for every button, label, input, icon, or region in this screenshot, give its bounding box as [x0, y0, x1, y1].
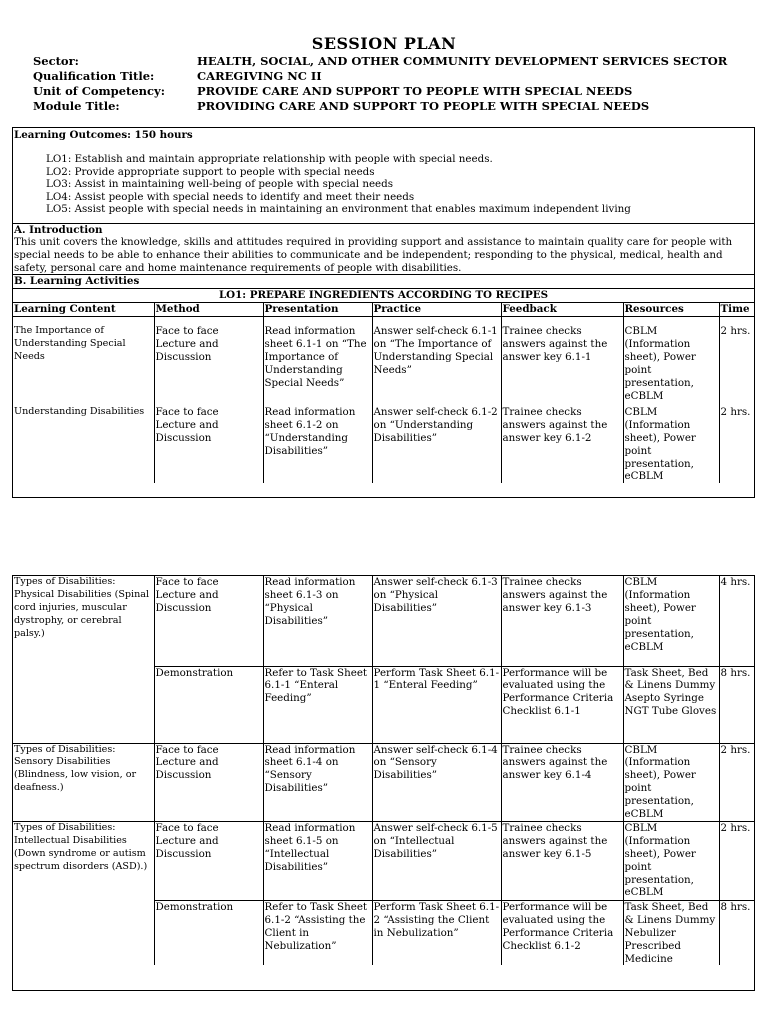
meta-label: Qualification Title: — [33, 69, 155, 83]
column-header: Learning Content — [13, 303, 154, 317]
cell-time: 2 hrs. — [719, 821, 754, 900]
introduction-text: This unit covers the knowledge, skills and attitudes required in providing support and assistance to maintain quality care for people with special needs to be able to enhance their abilities to communicate and be independent; responding to the physical, medical, health and safety, personal care and home maintenance requirements of people with disabilities. — [13, 236, 754, 275]
column-header: Presentation — [263, 303, 372, 317]
meta-value: CAREGIVING NC II — [197, 69, 322, 83]
learning-outcome-item: LO2: Provide appropriate support to people with special needs — [46, 165, 375, 178]
cell-feedback: Trainee checks answers against the answer key 6.1-4 — [501, 743, 623, 821]
cell-content: Types of Disabilities: Intellectual Disabilities (Down syndrome or autism spectrum disorders (ASD).) — [13, 821, 154, 900]
cell-time: 8 hrs. — [719, 666, 754, 743]
cell-content — [13, 666, 154, 743]
session-plan-box-1 — [12, 127, 755, 498]
cell-resources: CBLM (Information sheet), Power point presentation, eCBLM — [623, 406, 719, 483]
meta-value: PROVIDE CARE AND SUPPORT TO PEOPLE WITH SPECIAL NEEDS — [197, 84, 633, 98]
cell-resources: CBLM (Information sheet), Power point presentation, eCBLM — [623, 576, 719, 666]
cell-method: Face to face Lecture and Discussion — [154, 406, 263, 483]
cell-presentation: Read information sheet 6.1-3 on “Physical Disabilities” — [263, 576, 372, 666]
cell-feedback: Trainee checks answers against the answer key 6.1-1 — [501, 317, 623, 406]
cell-resources: Task Sheet, Bed & Linens Dummy Asepto Syringe NGT Tube Gloves — [623, 666, 719, 743]
learning-outcome-item: LO1: Establish and maintain appropriate relationship with people with special needs. — [46, 153, 493, 165]
meta-label: Unit of Competency: — [33, 84, 165, 98]
table-row — [13, 576, 754, 666]
cell-practice: Answer self-check 6.1-4 on “Sensory Disabilities” — [372, 743, 501, 821]
cell-practice: Answer self-check 6.1-3 on “Physical Disabilities” — [372, 576, 501, 666]
cell-feedback: Performance will be evaluated using the Performance Criteria Checklist 6.1-1 — [501, 666, 623, 743]
page-title: SESSION PLAN — [311, 34, 457, 53]
introduction-heading: A. Introduction — [14, 224, 103, 236]
learning-activities-heading: B. Learning Activities — [13, 275, 754, 289]
learning-outcome-item: LO5: Assist people with special needs in maintaining an environment that enables maximum independent living — [46, 203, 631, 216]
meta-label: Sector: — [33, 54, 79, 68]
session-plan-box-2 — [12, 575, 755, 991]
cell-practice: Perform Task Sheet 6.1-2 “Assisting the Client in Nebulization” — [372, 900, 501, 965]
cell-content — [13, 900, 154, 965]
meta-sector — [33, 54, 753, 69]
cell-time: 2 hrs. — [719, 317, 754, 406]
cell-presentation: Refer to Task Sheet 6.1-2 “Assisting the Client in Nebulization” — [263, 900, 372, 965]
cell-method: Face to face Lecture and Discussion — [154, 821, 263, 900]
cell-resources: CBLM (Information sheet), Power point presentation, eCBLM — [623, 821, 719, 900]
table-row — [13, 317, 754, 406]
meta-block — [33, 54, 753, 114]
cell-method: Demonstration — [154, 666, 263, 743]
cell-presentation: Read information sheet 6.1-5 on “Intellectual Disabilities” — [263, 821, 372, 900]
column-header: Resources — [623, 303, 719, 317]
table-row — [13, 900, 754, 965]
meta-qualification — [33, 69, 753, 84]
cell-presentation: Read information sheet 6.1-2 on “Understanding Disabilities” — [263, 406, 372, 483]
column-header: Method — [154, 303, 263, 317]
lo1-heading: LO1: PREPARE INGREDIENTS ACCORDING TO RECIPES — [13, 289, 754, 303]
meta-module — [33, 99, 753, 114]
cell-practice: Perform Task Sheet 6.1-1 “Enteral Feeding” — [372, 666, 501, 743]
cell-method: Face to face Lecture and Discussion — [154, 576, 263, 666]
learning-outcome-item: LO3: Assist in maintaining well-being of people with special needs — [46, 178, 394, 191]
cell-content: The Importance of Understanding Special Needs — [14, 325, 126, 363]
meta-label: Module Title: — [33, 99, 120, 113]
cell-feedback: Trainee checks answers against the answer key 6.1-2 — [501, 406, 623, 483]
column-header: Practice — [372, 303, 501, 317]
cell-feedback: Performance will be evaluated using the Performance Criteria Checklist 6.1-2 — [501, 900, 623, 965]
learning-outcomes-header: Learning Outcomes: 150 hours — [14, 129, 193, 141]
cell-resources: CBLM (Information sheet), Power point presentation, eCBLM — [623, 317, 719, 406]
cell-content: Types of Disabilities: Physical Disabilities (Spinal cord injuries, muscular dystrophy, or cerebral palsy.) — [14, 576, 150, 639]
cell-practice: Answer self-check 6.1-1 on “The Importance of Understanding Special Needs” — [372, 317, 501, 406]
cell-content: Types of Disabilities: Sensory Disabilities (Blindness, low vision, or deafness.) — [13, 743, 154, 821]
cell-time: 2 hrs. — [719, 743, 754, 821]
cell-feedback: Trainee checks answers against the answer key 6.1-3 — [501, 576, 623, 666]
cell-practice: Answer self-check 6.1-2 on “Understanding Disabilities” — [372, 406, 501, 483]
cell-time: 4 hrs. — [719, 576, 754, 666]
learning-outcome-item: LO4: Assist people with special needs to identify and meet their needs — [46, 190, 415, 203]
meta-value: PROVIDING CARE AND SUPPORT TO PEOPLE WITH SPECIAL NEEDS — [197, 99, 650, 113]
cell-time: 8 hrs. — [719, 900, 754, 965]
cell-feedback: Trainee checks answers against the answer key 6.1-5 — [501, 821, 623, 900]
cell-resources: CBLM (Information sheet), Power point presentation, eCBLM — [623, 743, 719, 821]
cell-presentation: Read information sheet 6.1-4 on “Sensory Disabilities” — [263, 743, 372, 821]
learning-outcomes-list — [13, 142, 754, 224]
cell-resources: Task Sheet, Bed & Linens Dummy Nebulizer Prescribed Medicine — [623, 900, 719, 965]
activities-table-2 — [13, 576, 754, 965]
column-header: Feedback — [501, 303, 623, 317]
table-header-row — [13, 303, 754, 317]
activities-table-1 — [13, 303, 754, 483]
column-header: Time — [719, 303, 754, 317]
table-row — [13, 821, 754, 900]
meta-value: HEALTH, SOCIAL, AND OTHER COMMUNITY DEVELOPMENT SERVICES SECTOR — [197, 54, 728, 68]
cell-practice: Answer self-check 6.1-5 on “Intellectual Disabilities” — [372, 821, 501, 900]
cell-method: Face to face Lecture and Discussion — [154, 317, 263, 406]
cell-method: Face to face Lecture and Discussion — [154, 743, 263, 821]
table-row — [13, 743, 754, 821]
cell-presentation: Refer to Task Sheet 6.1-1 “Enteral Feeding” — [263, 666, 372, 743]
cell-time: 2 hrs. — [719, 406, 754, 483]
table-row — [13, 666, 754, 743]
meta-unit — [33, 84, 753, 99]
cell-presentation: Read information sheet 6.1-1 on “The Importance of Understanding Special Needs” — [263, 317, 372, 406]
table-row — [13, 406, 754, 483]
cell-content: Understanding Disabilities — [14, 405, 145, 417]
cell-method: Demonstration — [154, 900, 263, 965]
